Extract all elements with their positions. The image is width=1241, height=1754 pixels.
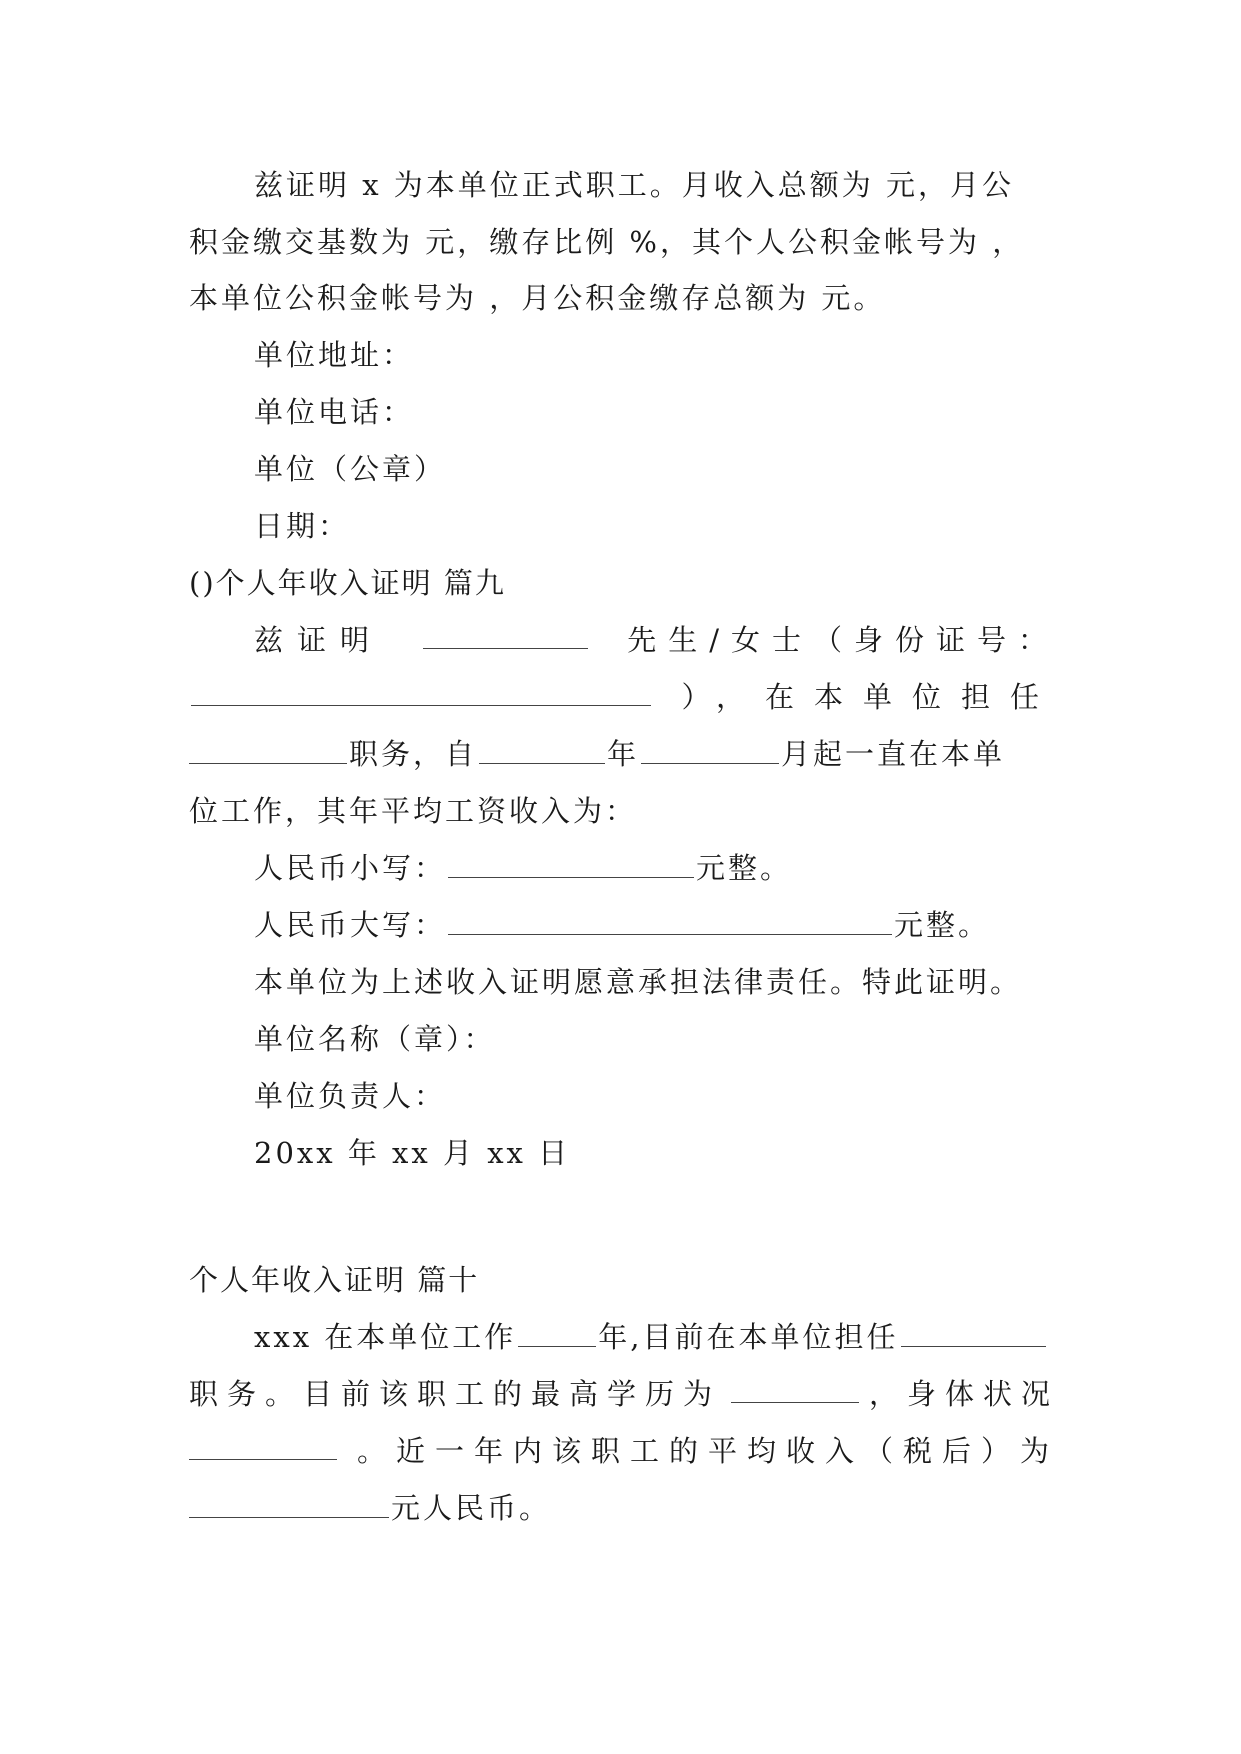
text-segment: 职务。目前该职工的最高学历为 xyxy=(189,1377,722,1411)
paragraph-line xyxy=(254,620,1059,660)
paragraph-line: 位工作，其年平均工资收入为： xyxy=(189,794,638,828)
text-segment: 元整。 xyxy=(894,908,991,942)
text-segment: 。近一年内该职工的平均收入（税后）为 xyxy=(356,1434,1059,1468)
unit-head-label: 单位负责人： xyxy=(254,1079,447,1113)
id-number-blank xyxy=(191,677,651,706)
paragraph-line xyxy=(189,1374,1059,1414)
text-segment: 元人民币。 xyxy=(391,1491,552,1525)
section-title: ()个人年收入证明 篇九 xyxy=(189,566,506,600)
month-blank xyxy=(641,735,779,764)
paragraph-line: 兹证明 x 为本单位正式职工。月收入总额为 元，月公 xyxy=(254,168,1015,202)
text-prefix: 兹证明 xyxy=(254,623,384,657)
amount-lowercase-line xyxy=(254,848,1124,888)
text-segment: xxx 在本单位工作 xyxy=(254,1320,517,1354)
amount-uppercase-blank xyxy=(448,906,892,935)
text-suffix: 先生/女士（身份证号： xyxy=(627,623,1059,657)
years-blank xyxy=(518,1318,596,1347)
position-blank xyxy=(901,1318,1046,1347)
unit-address-label: 单位地址： xyxy=(254,338,415,372)
text-segment: 职务，自 xyxy=(349,737,478,771)
text-segment: 年 xyxy=(607,737,640,771)
text-suffix: ），在本单位担任 xyxy=(681,680,1059,714)
year-blank xyxy=(479,735,605,764)
statement-line: 本单位为上述收入证明愿意承担法律责任。特此证明。 xyxy=(254,965,1023,999)
unit-seal-label: 单位（公章） xyxy=(254,452,447,486)
paragraph-line xyxy=(189,1431,1059,1471)
paragraph-line: 积金缴交基数为 元，缴存比例 %，其个人公积金帐号为 ， xyxy=(189,225,1025,259)
health-blank xyxy=(189,1431,337,1460)
education-blank xyxy=(731,1374,859,1403)
paragraph-line xyxy=(189,677,1059,717)
text-segment: ，身体状况 xyxy=(868,1377,1059,1411)
unit-phone-label: 单位电话： xyxy=(254,395,415,429)
paragraph-line xyxy=(189,734,1059,774)
text-segment: 年,目前在本单位担任 xyxy=(598,1320,899,1354)
amount-lowercase-blank xyxy=(448,849,694,878)
position-blank xyxy=(189,735,347,764)
amount-uppercase-line xyxy=(254,905,1124,945)
paragraph-line: 本单位公积金帐号为 ，月公积金缴存总额为 元。 xyxy=(189,281,886,315)
date-text: 20xx 年 xx 月 xx 日 xyxy=(254,1136,571,1170)
unit-name-label: 单位名称（章）： xyxy=(254,1022,496,1056)
amount-lowercase-label: 人民币小写： xyxy=(254,851,447,885)
paragraph-line xyxy=(189,1488,1059,1528)
name-blank xyxy=(423,620,588,649)
amount-uppercase-label: 人民币大写： xyxy=(254,908,447,942)
paragraph-line xyxy=(254,1317,1124,1357)
date-label: 日期： xyxy=(254,509,351,543)
section-title: 个人年收入证明 篇十 xyxy=(189,1263,480,1297)
text-segment: 元整。 xyxy=(696,851,793,885)
text-segment: 月起一直在本单 xyxy=(781,737,1006,771)
income-blank xyxy=(189,1489,389,1518)
